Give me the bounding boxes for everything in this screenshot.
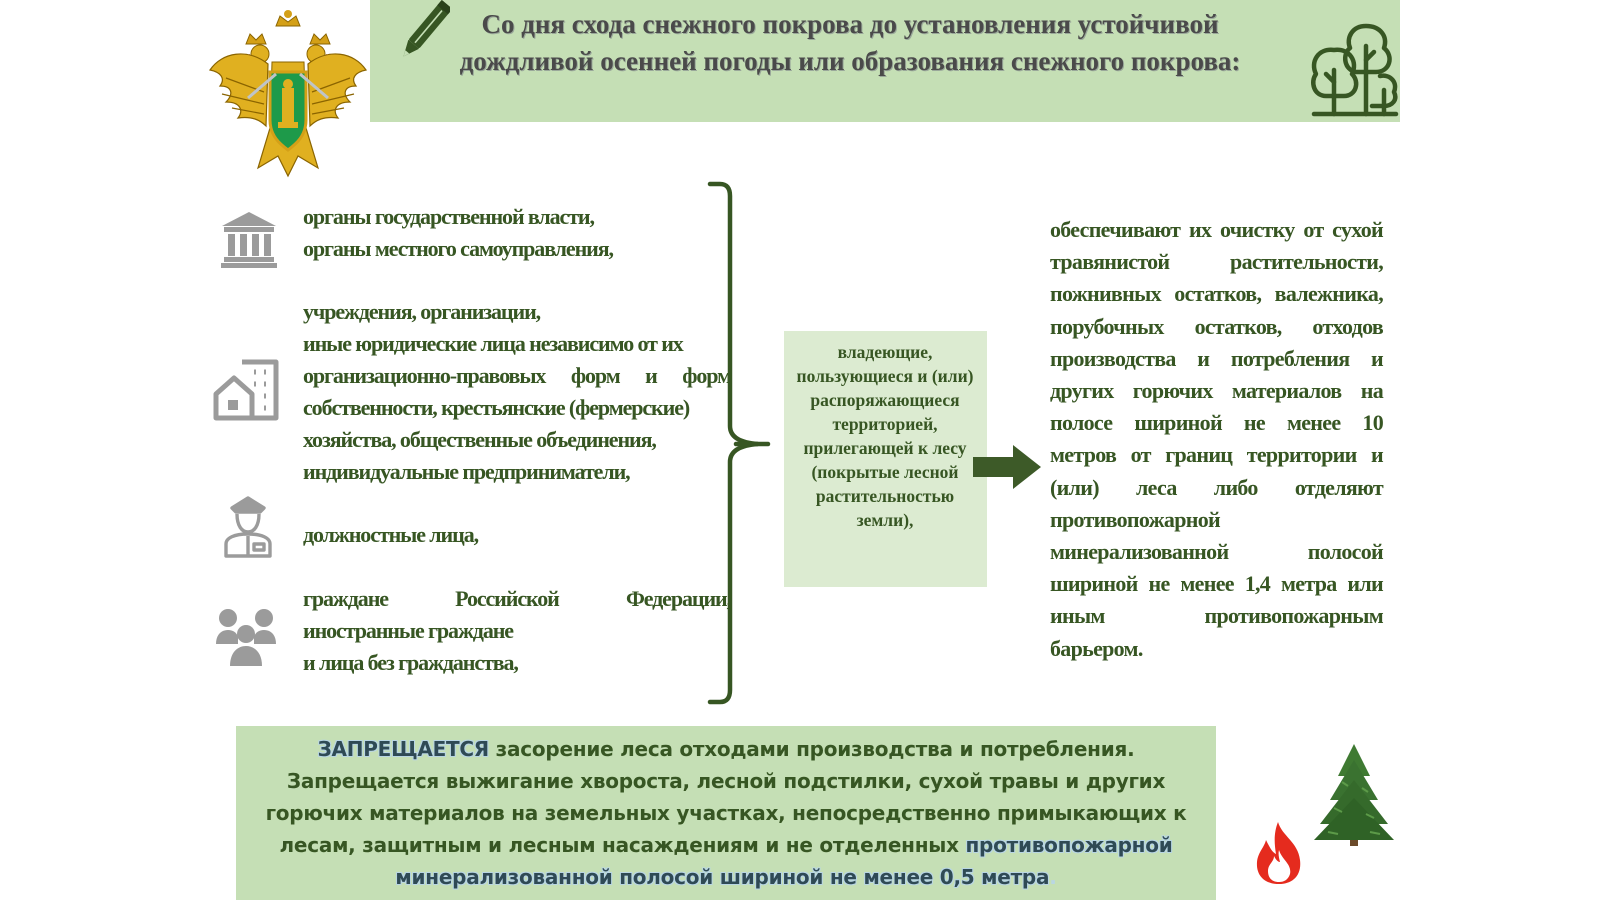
middle-condition-text: владеющие, пользующиеся и (или) распоряжающиеся территорией, прилегающей к лесу (покрытые лесной растительностью земли), [796,342,974,530]
list-item: учреждения, организации, [303,299,541,324]
list-item: органы местного самоуправления, [303,236,613,261]
arrow-right-icon [973,443,1043,491]
prohibited-keyword: ЗАПРЕЩАЕТСЯ [317,737,489,761]
list-item: организационно-правовых форм и форм [303,363,731,388]
government-building-icon [220,210,278,268]
list-item: хозяйства, общественные объединения, [303,427,656,452]
list-item: иностранные граждане [303,618,513,643]
list-item: граждане Российской Федерации, [303,586,731,611]
page-title: Со дня схода снежного покрова до установления устойчивой дождливой осенней погоды или образования снежного покрова: [459,9,1241,76]
list-item: и лица без гражданства, [303,650,518,675]
list-item: иные юридические лица независимо от их [303,331,683,356]
list-item: индивидуальные предприниматели, [303,459,630,484]
fire-icon [1252,820,1306,886]
organizations-list [303,296,731,488]
prohibition-trailing: . [1049,865,1057,889]
authorities-list [303,201,731,265]
officer-icon [222,494,274,558]
officials-list [303,519,731,551]
prohibition-sentence-1: засорение леса отходами производства и потребления. [488,737,1135,761]
list-item: собственности, крестьянские (фермерские) [303,395,690,420]
list-item: органы государственной власти, [303,204,594,229]
people-group-icon [214,604,278,666]
prohibition-highlight: противопожарной минерализованной полосой шириной не менее 0,5 метра [395,833,1173,889]
prohibition-text [248,733,1204,893]
curly-brace [706,180,772,710]
citizens-list [303,583,731,679]
fir-tree-icon [1312,742,1396,848]
double-headed-eagle-emblem-icon [208,8,368,180]
obligations-text: обеспечивают их очистку от сухой травянистой растительности, пожнивных остатков, валежника, порубочных остатков, отходов производства и потребления и других горючих материалов на полосе шириной не менее 10 метров от границ территории и (или) леса либо отделяют противопожарной минерализованной полосой шириной не менее 1,4 метра или иным противопожарным барьером. [1050,217,1383,661]
trees-icon [1304,20,1400,118]
house-and-building-icon [212,356,280,422]
list-item: должностные лица, [303,522,478,547]
prohibition-sentence-2: Запрещается выжигание хвороста, лесной подстилки, сухой травы и других горючих материалов на земельных участках, непосредственно примыкающих к лесам, защитным и лесным насаждениям и не отделенных [265,769,1187,857]
